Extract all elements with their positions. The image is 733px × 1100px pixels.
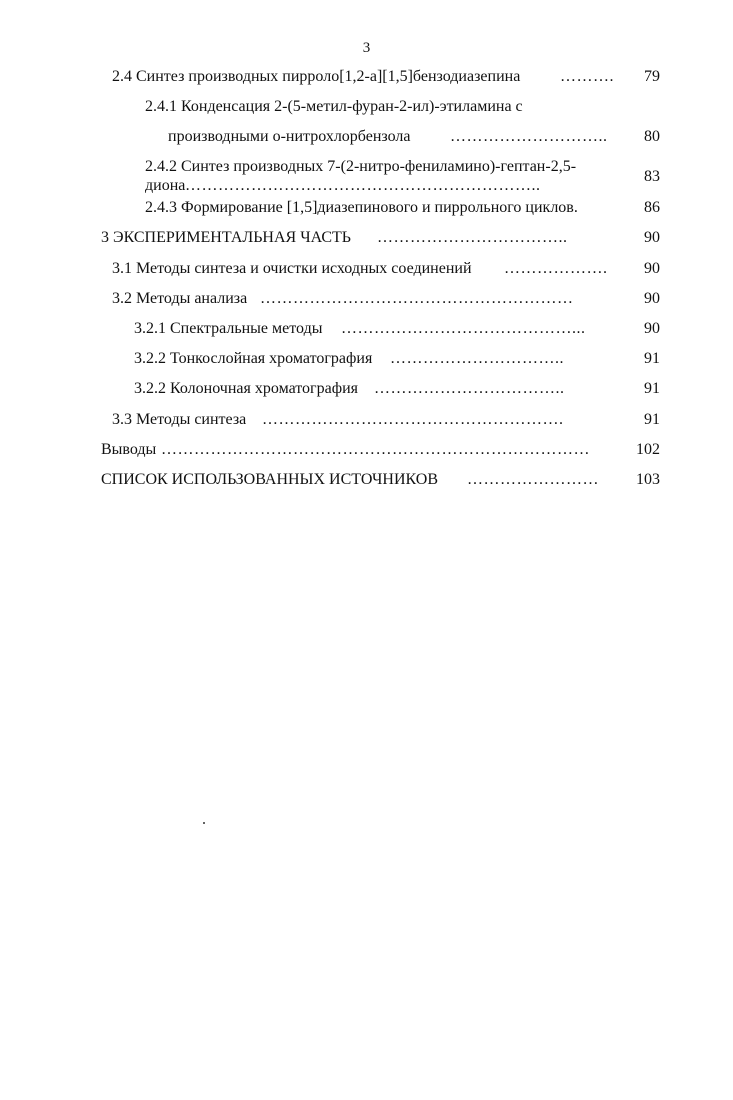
toc-entry-title-line2: производными о-нитрохлорбензола <box>168 128 411 145</box>
page-number: 3 <box>362 40 371 56</box>
toc-entry-title: 3.2 Методы анализа <box>112 290 248 307</box>
toc-entry-title: 3.3 Методы синтеза <box>112 411 247 428</box>
toc-entry-leader: ……………………………………... <box>341 320 586 337</box>
toc-entry-leader: …………………… <box>467 471 599 488</box>
toc-entry-leader: ……………………….. <box>450 128 608 145</box>
toc-entry-page: 90 <box>644 320 660 337</box>
toc-entry-page: 83 <box>644 168 660 185</box>
toc-entry-title: 2.4.2 Синтез производных 7-(2-нитро-фениламино)-гептан-2,5- <box>145 158 577 175</box>
toc-entry-title: 2.4.1 Конденсация 2-(5-метил-фуран-2-ил)-этиламина с <box>145 98 523 115</box>
toc-entry-leader: …………………………….. <box>374 380 565 397</box>
toc-entry-leader: ………………………….. <box>390 350 564 367</box>
toc-entry-page: 90 <box>644 290 660 307</box>
toc-entry-leader: …………………………………………………………………… <box>161 441 590 458</box>
toc-entry-page: 103 <box>636 471 660 488</box>
toc-entry-page: 91 <box>644 380 660 397</box>
toc-entry-title-line2: диона <box>145 177 186 194</box>
toc-entry-title: 3.2.2 Тонкослойная хроматография <box>134 350 373 367</box>
toc-entry-title: СПИСОК ИСПОЛЬЗОВАННЫХ ИСТОЧНИКОВ <box>101 471 439 488</box>
toc-entry-leader: ………………. <box>504 260 608 277</box>
toc-entry-page: 86 <box>644 199 660 216</box>
table-of-contents <box>0 66 733 506</box>
toc-entry-page: 91 <box>644 411 660 428</box>
toc-entry-page: 90 <box>644 260 660 277</box>
toc-entry-leader: ………. <box>560 68 614 85</box>
toc-entry-leader: ……………………………………………………….. <box>185 177 541 194</box>
toc-entry-title: Выводы <box>101 441 157 458</box>
toc-entry-title: 3 ЭКСПЕРИМЕНТАЛЬНАЯ ЧАСТЬ <box>101 229 351 246</box>
toc-entry-title: 3.1 Методы синтеза и очистки исходных соединений <box>112 260 472 277</box>
toc-entry-page: 91 <box>644 350 660 367</box>
toc-entry-page: 80 <box>644 128 660 145</box>
toc-entry-title: 2.4 Синтез производных пирроло[1,2-a][1,5]бензодиазепина <box>112 68 521 85</box>
toc-entry-page: 79 <box>644 68 660 85</box>
toc-entry-leader: ………………………………………………. <box>262 411 564 428</box>
toc-entry-title: 3.2.2 Колоночная хроматография <box>134 380 358 397</box>
toc-entry-leader: …………………………….. <box>377 229 568 246</box>
toc-entry-page: 102 <box>636 441 660 458</box>
toc-entry-page: 90 <box>644 229 660 246</box>
toc-entry-title: 2.4.3 Формирование [1,5]диазепинового и пиррольного циклов. <box>145 199 578 216</box>
toc-entry-leader: ………………………………………………… <box>260 290 574 307</box>
toc-entry-title: 3.2.1 Спектральные методы <box>134 320 323 337</box>
stray-dot <box>203 822 205 824</box>
